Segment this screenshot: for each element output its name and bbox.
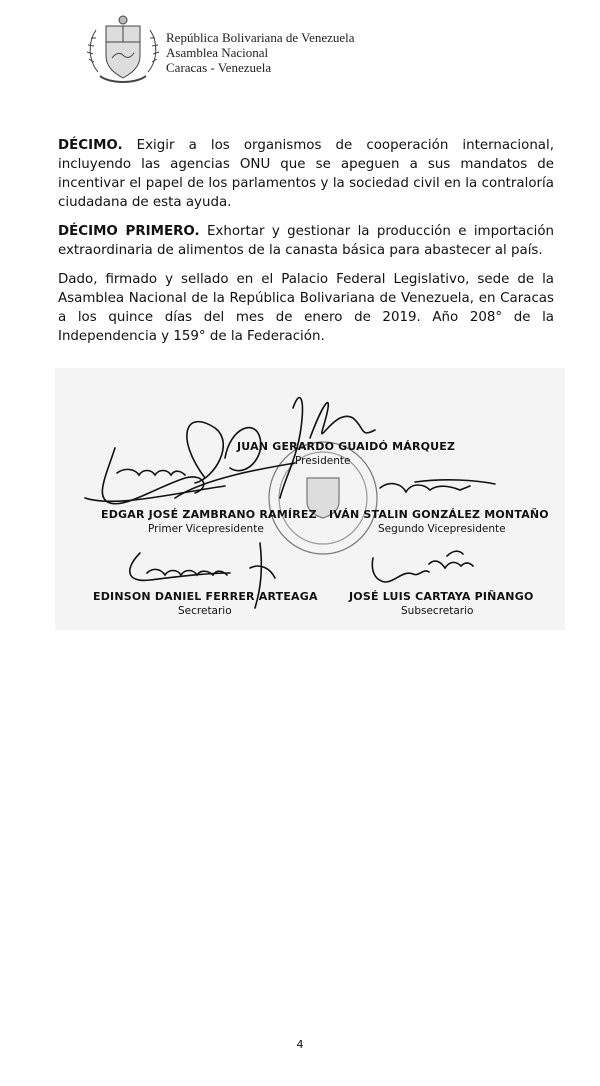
paragraph-lead: DÉCIMO.: [58, 138, 123, 153]
page-number: 4: [296, 1038, 304, 1051]
paragraph-decimo-primero: [58, 222, 554, 260]
coat-of-arms-icon: [84, 12, 162, 88]
paragraph-text: Exhortar y gestionar la producción e importación extraordinaria de alimentos de la canasta básica para abastecer al país.: [58, 224, 554, 258]
signatory-role-first-vp: Primer Vicepresidente: [148, 523, 264, 535]
paragraph-text: Dado, firmado y sellado en el Palacio Federal Legislativo, sede de la Asamblea Nacional de la República Bolivariana de Venezuela, en Caracas a los quince días del mes de enero de 2019. Año 208° de la Independencia y 159° de la Federación.: [58, 272, 554, 344]
signatory-name-president: JUAN GERARDO GUAIDÓ MÁRQUEZ: [237, 440, 456, 453]
signatory-name-second-vp: IVÁN STALIN GONZÁLEZ MONTAÑO: [329, 508, 549, 521]
signatory-name-first-vp: EDGAR JOSÉ ZAMBRANO RAMÍREZ: [101, 508, 317, 521]
signatory-name-subsecretary: JOSÉ LUIS CARTAYA PIÑANGO: [349, 590, 534, 603]
paragraph-lead: DÉCIMO PRIMERO.: [58, 224, 200, 239]
signature-block: [55, 368, 565, 633]
paragraph-text: Exigir a los organismos de cooperación internacional, incluyendo las agencias ONU que se apeguen a sus mandatos de incentivar el papel de los parlamentos y la sociedad civil en la contraloría ciudadana de esta ayuda.: [58, 138, 554, 210]
header-line-institution: Asamblea Nacional: [166, 45, 269, 60]
signatory-role-secretary: Secretario: [178, 605, 232, 617]
letterhead: [84, 10, 600, 90]
signatory-role-second-vp: Segundo Vicepresidente: [378, 523, 506, 535]
signatory-name-secretary: EDINSON DANIEL FERRER ARTEAGA: [93, 590, 318, 603]
header-line-city: Caracas - Venezuela: [166, 60, 272, 75]
paragraph-decimo: [58, 136, 554, 212]
header-line-country: República Bolivariana de Venezuela: [166, 30, 355, 45]
signatory-role-subsecretary: Subsecretario: [401, 605, 474, 617]
signatory-role-president: Presidente: [295, 455, 351, 467]
paragraph-dado: [58, 270, 554, 346]
